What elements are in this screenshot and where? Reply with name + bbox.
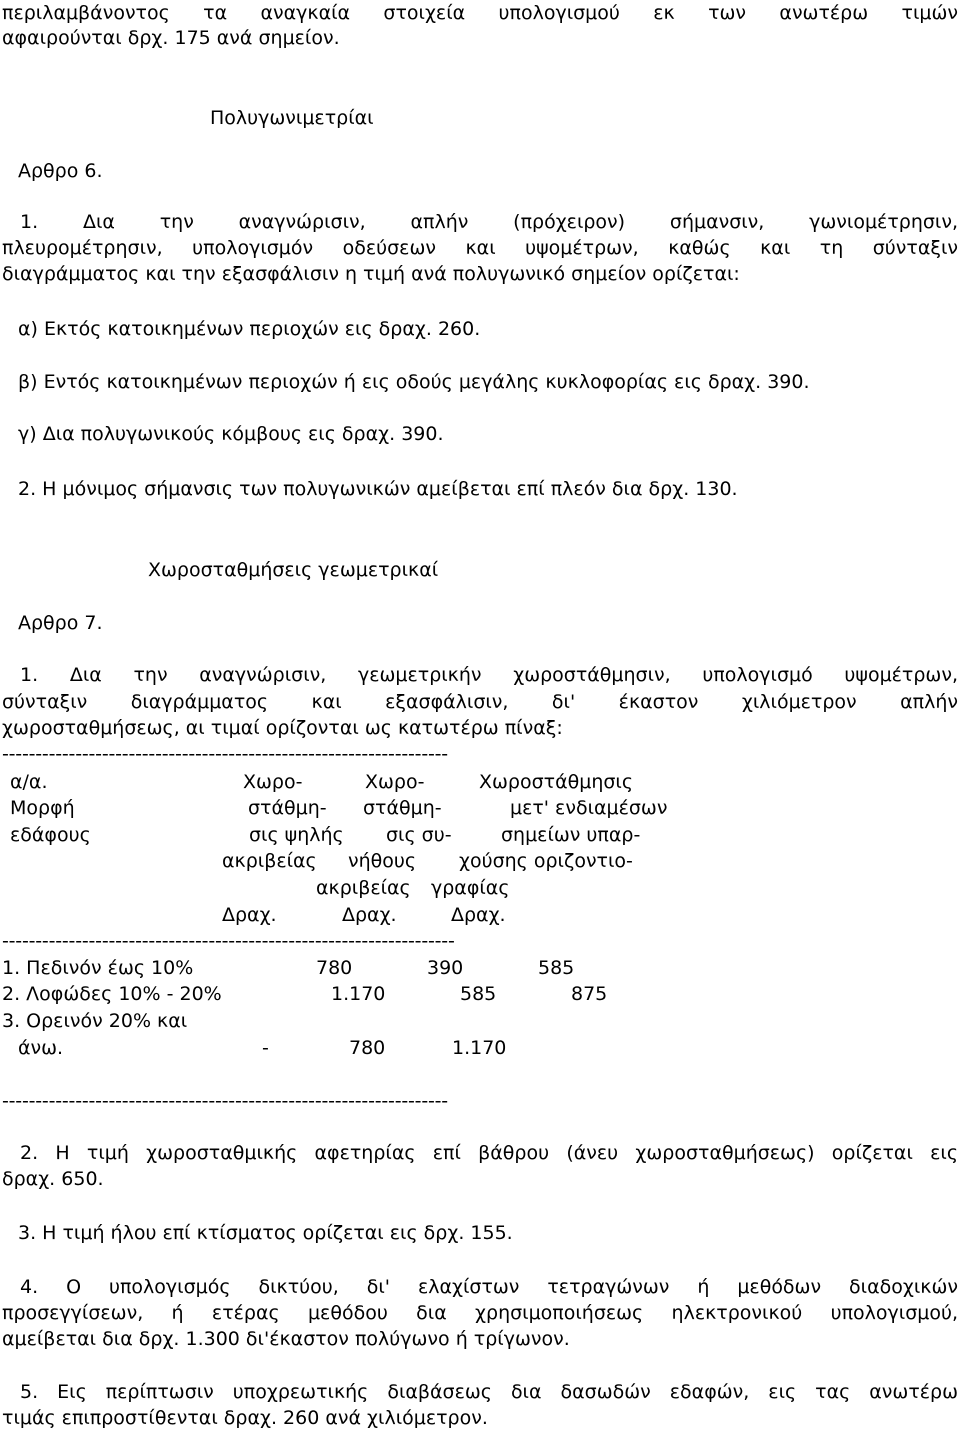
header-col2-r1: Χωρο- (365, 771, 425, 793)
header-col3-r5: γραφίας (431, 877, 510, 899)
header-col3-r4: χούσης οριζοντιο- (459, 850, 633, 872)
article-7-p5-line-2: τιμάς επιπροστίθενται δραχ. 260 ανά χιλιόμετρον. (2, 1407, 488, 1429)
header-col2-r5: ακριβείας (316, 877, 411, 899)
article-6-label: Αρθρο 6. (18, 160, 103, 182)
row-label: 2. Λοφώδες 10% - 20% (2, 983, 222, 1005)
article-6-p1-line-2: πλευρομέτρησιν, υπολογισμόν οδεύσεων και υψομέτρων, καθώς και τη σύνταξιν (2, 237, 958, 259)
article-6-heading: Πολυγωνιμετρίαι (210, 107, 374, 129)
article-7-p1-line-3: χωροσταθμήσεως, αι τιμαί ορίζονται ως κατωτέρω πίναξ: (2, 717, 563, 739)
intro-line-2: αφαιρούνται δρχ. 175 ανά σημείον. (2, 27, 340, 49)
row-value-col3: 875 (571, 983, 608, 1005)
article-7-p1-line-2: σύνταξιν διαγράμματος και εξασφάλισιν, δι' έκαστον χιλιόμετρον απλήν (2, 691, 958, 713)
header-col1-r3: σις ψηλής (249, 824, 344, 846)
header-col1-r2: στάθμη- (248, 797, 327, 819)
header-col2-r2: στάθμη- (363, 797, 442, 819)
header-col2-r4: νήθους (348, 850, 417, 872)
article-7-p4-line-2: προσεγγίσεων, ή ετέρας μεθόδου δια χρησιμοποιήσεως ηλεκτρονικού υπολογισμού, (2, 1302, 958, 1324)
header-col1-r1: Χωρο- (243, 771, 303, 793)
row-value-col2: 585 (460, 983, 497, 1005)
header-col1-currency: Δραχ. (222, 904, 277, 926)
article-7-label: Αρθρο 7. (18, 612, 103, 634)
row-value-col1: 780 (316, 957, 353, 979)
header-col1-r4: ακριβείας (222, 850, 317, 872)
article-6-item-a: α) Εκτός κατοικημένων περιοχών εις δραχ. 260. (18, 318, 481, 340)
article-6-p2: 2. Η μόνιμος σήμανσις των πολυγωνικών αμείβεται επί πλεόν δια δρχ. 130. (18, 478, 738, 500)
table-rule-bottom: ------------------------------------------------------------------- (2, 1090, 448, 1112)
article-7-p3: 3. Η τιμή ήλου επί κτίσματος ορίζεται εις δρχ. 155. (18, 1222, 513, 1244)
intro-line-1: περιλαμβάνοντος τα αναγκαία στοιχεία υπολογισμού εκ των ανωτέρω τιμών (2, 2, 958, 24)
article-7-heading: Χωροσταθμήσεις γεωμετρικαί (148, 559, 439, 581)
row-value-col3: 585 (538, 957, 575, 979)
article-7-p4-line-1: 4. Ο υπολογισμός δικτύου, δι' ελαχίστων τετραγώνων ή μεθόδων διαδοχικών (20, 1276, 958, 1298)
article-6-item-b: β) Εντός κατοικημένων περιοχών ή εις οδούς μεγάλης κυκλοφορίας εις δραχ. 390. (18, 371, 810, 393)
row-value-col1: - (262, 1037, 269, 1059)
article-6-item-c: γ) Δια πολυγωνικούς κόμβους εις δραχ. 390. (18, 423, 444, 445)
row-value-col1: 1.170 (331, 983, 386, 1005)
row-value-col2: 780 (349, 1037, 386, 1059)
header-col3-r2: μετ' ενδιαμέσων (510, 797, 668, 819)
article-7-p1-line-1: 1. Δια την αναγνώρισιν, γεωμετρικήν χωροστάθμησιν, υπολογισμό υψομέτρων, (20, 664, 958, 686)
header-col0-r3: εδάφους (10, 824, 91, 846)
article-6-p1-line-3: διαγράμματος και την εξασφάλισιν η τιμή ανά πολυγωνικό σημείον ορίζεται: (2, 263, 740, 285)
header-col2-currency: Δραχ. (342, 904, 397, 926)
row-label: 3. Ορεινόν 20% και (2, 1010, 188, 1032)
row-value-col3: 1.170 (452, 1037, 507, 1059)
article-7-p5-line-1: 5. Εις περίπτωσιν υποχρεωτικής διαβάσεως δια δασωδών εδαφών, εις τας ανωτέρω (20, 1381, 958, 1403)
table-rule-mid: -------------------------------------------------------------------- (2, 930, 455, 952)
article-7-p2-line-1: 2. Η τιμή χωροσταθμικής αφετηρίας επί βάθρου (άνευ χωροσταθμήσεως) ορίζεται εις (20, 1142, 958, 1164)
row-value-col2: 390 (427, 957, 464, 979)
article-7-p2-line-2: δραχ. 650. (2, 1168, 104, 1190)
row-label: 1. Πεδινόν έως 10% (2, 957, 194, 979)
article-6-p1-line-1: 1. Δια την αναγνώρισιν, απλήν (πρόχειρον) σήμανσιν, γωνιομέτρησιν, (20, 211, 958, 233)
header-col3-r3: σημείων υπαρ- (501, 824, 641, 846)
header-col2-r3: σις συ- (386, 824, 452, 846)
header-col0-r1: α/α. (10, 771, 48, 793)
header-col3-r1: Χωροστάθμησις (479, 771, 633, 793)
row-label-continued: άνω. (18, 1037, 64, 1059)
article-7-p4-line-3: αμείβεται δια δρχ. 1.300 δι'έκαστον πολύγωνο ή τρίγωνον. (2, 1328, 570, 1350)
table-rule-top: ------------------------------------------------------------------- (2, 743, 448, 765)
header-col0-r2: Μορφή (10, 797, 75, 819)
header-col3-currency: Δραχ. (451, 904, 506, 926)
